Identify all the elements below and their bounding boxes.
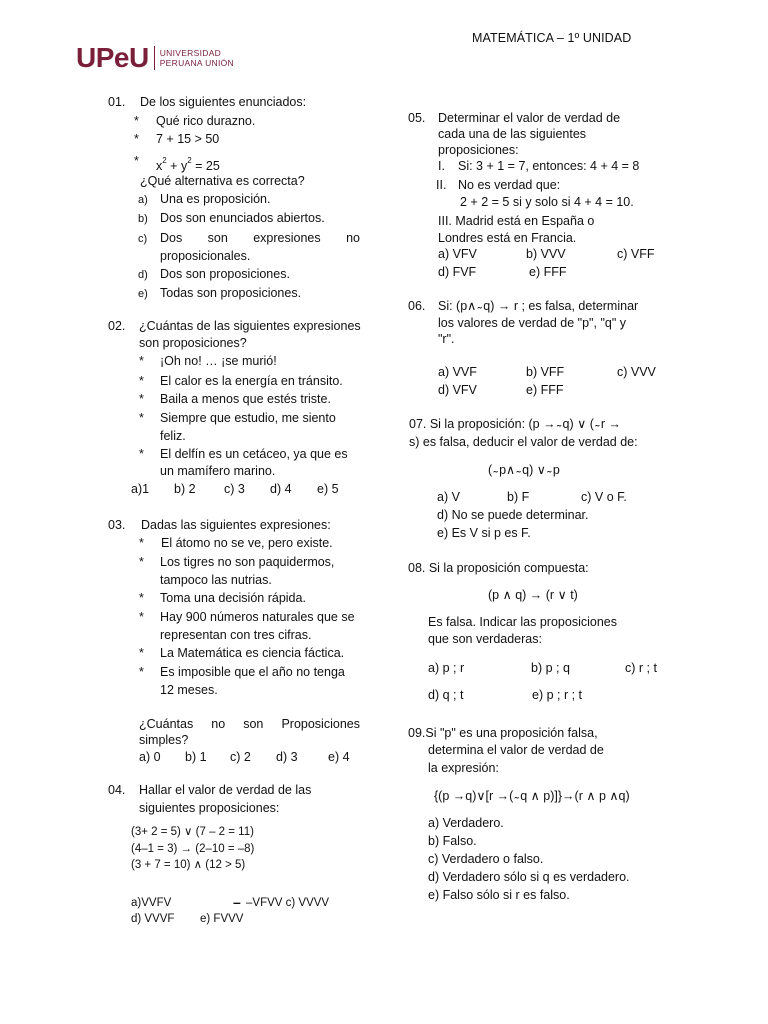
answer-option: b) F [507, 490, 530, 504]
answer-option: c) 3 [224, 482, 245, 496]
answer-option: d) VVVF [131, 913, 175, 925]
question-title: "r". [438, 332, 455, 346]
answer-option: e) 4 [328, 750, 350, 764]
bullet: * [134, 132, 139, 146]
option-d: Dos son proposiciones. [160, 267, 290, 281]
option-d: d) No se puede determinar. [437, 508, 589, 522]
answer-option: c) r ; t [625, 661, 657, 675]
answer-option: e) FVVV [200, 913, 244, 925]
answer-option: a) VVF [438, 365, 477, 379]
question-title: Hallar el valor de verdad de las [139, 783, 312, 797]
bullet: * [139, 646, 144, 660]
proposition: No es verdad que: [458, 178, 561, 192]
list-item: Baila a menos que estés triste. [160, 392, 331, 406]
list-item: ¡Oh no! … ¡se murió! [160, 354, 277, 368]
proposition-continued: 2 + 2 = 5 si y solo si 4 + 4 = 10. [460, 195, 634, 209]
answer-option: a) V [437, 490, 460, 504]
proposition-continued: Londres está en Francia. [438, 231, 577, 245]
option-e: e) Es V si p es F. [437, 526, 531, 540]
bullet: * [139, 555, 144, 569]
list-item: El calor es la energía en tránsito. [160, 374, 343, 388]
list-item-continued: un mamífero marino. [160, 464, 276, 478]
answer-option: b) VVV [526, 247, 566, 261]
list-item: Es imposible que el año no tenga [160, 665, 345, 679]
option-letter: a) [138, 194, 148, 206]
option-e: Todas son proposiciones. [160, 286, 302, 300]
question-title: De los siguientes enunciados: [140, 95, 307, 109]
answer-option: e) 5 [317, 482, 339, 496]
answer-option: e) FFF [526, 383, 564, 397]
statement: que son verdaderas: [428, 632, 542, 646]
list-item-continued: 12 meses. [160, 683, 218, 697]
proposition: III. Madrid está en España o [438, 214, 595, 228]
option-e: e) Falso sólo si r es falso. [428, 888, 570, 902]
option-c: Dos son expresiones no [160, 231, 360, 245]
question-title: Dadas las siguientes expresiones: [141, 518, 331, 532]
list-item: 7 + 15 > 50 [156, 132, 220, 146]
answer-option: a)1 [131, 482, 150, 496]
expression: ( ̴ p∧ ̴ q) ∨ ̴ p [488, 463, 560, 477]
answer-option: –VFVV c) VVVV [246, 897, 330, 909]
question-prompt: ¿Qué alternativa es correcta? [140, 174, 305, 188]
expression: (p ∧ q) → (r ∨ t) [488, 588, 578, 602]
list-item: $x^2 + y^2 = 25$ [156, 156, 220, 173]
question-title: Si: (p∧ ̴ q) → r ; es falsa, determinar [438, 299, 639, 313]
option-a: a) Verdadero. [428, 816, 504, 830]
question-title: los valores de verdad de "p", "q" y [438, 316, 626, 330]
bullet: * [139, 536, 144, 550]
answer-option: b) 1 [185, 750, 207, 764]
answer-option: d) 3 [276, 750, 298, 764]
statement: Es falsa. Indicar las proposiciones [428, 615, 617, 629]
list-item-continued: tampoco las nutrias. [160, 573, 272, 587]
expression: {(p →q)∨[r →( ̴ q ∧ p)]}→(r ∧ p ∧q) [434, 789, 630, 803]
question-title: determina el valor de verdad de [428, 743, 604, 757]
answer-option: d) 4 [270, 482, 292, 496]
list-item-continued: representan con tres cifras. [160, 628, 312, 642]
list-item: El átomo no se ve, pero existe. [161, 536, 333, 550]
question-title: cada una de las siguientes [438, 127, 587, 141]
bullet: * [139, 354, 144, 368]
question-title: ¿Cuántas de las siguientes expresiones [139, 319, 361, 333]
option-b: Dos son enunciados abiertos. [160, 211, 325, 225]
question-number: 02. [108, 319, 126, 333]
list-item-continued: feliz. [160, 429, 186, 443]
option-letter: b) [138, 213, 148, 225]
university-logo [76, 44, 234, 72]
answer-option: c) VFF [617, 247, 655, 261]
option-a: Una es proposición. [160, 192, 271, 206]
expression: (3+ 2 = 5) ∨ (7 – 2 = 11) [131, 826, 254, 838]
question-title: la expresión: [428, 761, 499, 775]
answer-option: b) VFF [526, 365, 565, 379]
roman-numeral: II. [436, 178, 447, 192]
answer-option: a) p ; r [428, 661, 465, 675]
answer-option: b) p ; q [531, 661, 570, 675]
roman-numeral: I. [438, 159, 445, 173]
question-number: 06. [408, 299, 426, 313]
bullet: * [139, 411, 144, 425]
dash: – [233, 894, 241, 910]
question-prompt: ¿Cuántas no son Proposiciones [139, 717, 360, 731]
answer-option: e) FFF [529, 265, 567, 279]
logo-divider [154, 46, 155, 70]
answer-option: c) VVV [617, 365, 656, 379]
question-title: son proposiciones? [139, 336, 247, 350]
question-title: 07. Si la proposición: (p → ̴ q) ∨ ( ̴ r → [409, 417, 621, 431]
logo-text: UNIVERSIDAD PERUANA UNIÓN [159, 48, 234, 68]
question-number: 05. [408, 111, 426, 125]
question-title: Determinar el valor de verdad de [438, 111, 621, 125]
list-item: Siempre que estudio, me siento [160, 411, 336, 425]
question-title: 08. Si la proposición compuesta: [408, 561, 589, 575]
answer-option: b) 2 [174, 482, 196, 496]
list-item: Los tigres no son paquidermos, [160, 555, 335, 569]
answer-option: d) q ; t [428, 688, 464, 702]
answer-option: a)VVFV [131, 897, 172, 909]
bullet: * [139, 610, 144, 624]
logo-mark: UPeU [76, 42, 149, 73]
list-item: Qué rico durazno. [156, 114, 256, 128]
bullet: * [139, 591, 144, 605]
list-item: El delfín es un cetáceo, ya que es [160, 447, 348, 461]
bullet: * [139, 392, 144, 406]
bullet: * [134, 114, 139, 128]
expression: (3 + 7 = 10) ∧ (12 > 5) [131, 859, 246, 871]
option-letter: e) [138, 288, 148, 300]
option-d: d) Verdadero sólo si q es verdadero. [428, 870, 630, 884]
expression: (4–1 = 3) → (2–10 = –8) [131, 843, 255, 855]
question-prompt-continued: simples? [139, 733, 189, 747]
answer-option: c) 2 [230, 750, 251, 764]
option-letter: c) [138, 233, 148, 245]
bullet: * [139, 374, 144, 388]
proposition: Si: 3 + 1 = 7, entonces: 4 + 4 = 8 [458, 159, 640, 173]
list-item: Hay 900 números naturales que se [160, 610, 355, 624]
option-c-continued: proposicionales. [160, 249, 251, 263]
answer-option: d) VFV [438, 383, 477, 397]
answer-option: d) FVF [438, 265, 477, 279]
question-title: 09.Si "p" es una proposición falsa, [408, 726, 598, 740]
question-title: siguientes proposiciones: [139, 801, 280, 815]
answer-option: a) VFV [438, 247, 477, 261]
question-number: 01. [108, 95, 126, 109]
answer-option: c) V o F. [581, 490, 627, 504]
list-item: Toma una decisión rápida. [160, 591, 306, 605]
answer-option: e) p ; r ; t [532, 688, 583, 702]
page-title: MATEMÁTICA – 1º UNIDAD [472, 31, 632, 45]
question-number: 03. [108, 518, 126, 532]
list-item: La Matemática es ciencia fáctica. [160, 646, 345, 660]
bullet: * [139, 665, 144, 679]
question-title: s) es falsa, deducir el valor de verdad de: [409, 435, 638, 449]
option-c: c) Verdadero o falso. [428, 852, 544, 866]
bullet: * [139, 447, 144, 461]
option-letter: d) [138, 269, 148, 281]
question-number: 04. [108, 783, 126, 797]
answer-option: a) 0 [139, 750, 161, 764]
bullet: * [134, 154, 139, 168]
option-b: b) Falso. [428, 834, 477, 848]
question-title: proposiciones: [438, 143, 519, 157]
